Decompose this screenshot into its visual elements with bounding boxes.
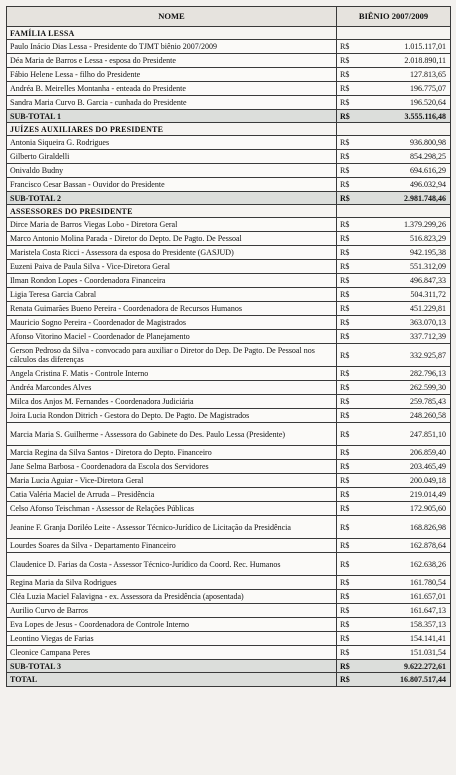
section-blank-value (367, 27, 451, 40)
amount-value: 161.657,01 (367, 590, 451, 604)
amount-value: 496.032,94 (367, 178, 451, 192)
amount-value: 262.599,30 (367, 381, 451, 395)
currency-symbol: R$ (337, 474, 367, 488)
amount-value: 2.018.890,11 (367, 54, 451, 68)
currency-symbol: R$ (337, 673, 367, 687)
currency-symbol: R$ (337, 232, 367, 246)
amount-value: 451.229,81 (367, 302, 451, 316)
section-title: JUÍZES AUXILIARES DO PRESIDENTE (7, 123, 337, 136)
currency-symbol: R$ (337, 660, 367, 673)
table-row (7, 576, 451, 590)
currency-symbol: R$ (337, 192, 367, 205)
amount-value: 172.905,60 (367, 502, 451, 516)
amount-value: 200.049,18 (367, 474, 451, 488)
table-row (7, 330, 451, 344)
currency-symbol: R$ (337, 381, 367, 395)
person-name-role: Euzeni Paiva de Paula Silva - Vice-Diretora Geral (7, 260, 337, 274)
amount-value: 504.311,72 (367, 288, 451, 302)
subtotal-row (7, 110, 451, 123)
section-blank-currency (337, 205, 367, 218)
table-row (7, 646, 451, 660)
section-header-row (7, 27, 451, 40)
table-row (7, 539, 451, 553)
currency-symbol: R$ (337, 502, 367, 516)
currency-symbol: R$ (337, 316, 367, 330)
table-row (7, 488, 451, 502)
person-name-role: Andréa B. Meirelles Montanha - enteada do Presidente (7, 82, 337, 96)
table-row (7, 446, 451, 460)
table-row (7, 316, 451, 330)
person-name-role: Paulo Inácio Dias Lessa - Presidente do TJMT biênio 2007/2009 (7, 40, 337, 54)
person-name-role: Milca dos Anjos M. Fernandes - Coordenadora Judiciária (7, 395, 337, 409)
person-name-role: Jane Selma Barbosa - Coordenadora da Escola dos Servidores (7, 460, 337, 474)
amount-value: 162.638,26 (367, 553, 451, 576)
currency-symbol: R$ (337, 460, 367, 474)
name-column-header: NOME (7, 7, 337, 27)
amount-value: 247.851,10 (367, 423, 451, 446)
person-name-role: Antonia Siqueira G. Rodrigues (7, 136, 337, 150)
section-header-row (7, 123, 451, 136)
person-name-role: Angela Cristina F. Matis - Controle Interno (7, 367, 337, 381)
table-row (7, 218, 451, 232)
total-value: 16.807.517,44 (367, 673, 451, 687)
amount-value: 219.014,49 (367, 488, 451, 502)
table-row (7, 590, 451, 604)
amount-value: 162.878,64 (367, 539, 451, 553)
currency-symbol: R$ (337, 260, 367, 274)
person-name-role: Maristela Costa Ricci - Assessora da esposa do Presidente (GASJUD) (7, 246, 337, 260)
currency-symbol: R$ (337, 632, 367, 646)
salary-report-sheet (6, 6, 450, 687)
table-row (7, 274, 451, 288)
person-name-role: Maria Lucia Aguiar - Vice-Diretora Geral (7, 474, 337, 488)
currency-symbol: R$ (337, 110, 367, 123)
section-blank-currency (337, 123, 367, 136)
person-name-role: Jeanine F. Granja Doriléo Leite - Assessor Técnico-Jurídico de Licitação da Presidência (7, 516, 337, 539)
currency-symbol: R$ (337, 178, 367, 192)
amount-value: 1.379.299,26 (367, 218, 451, 232)
table-row (7, 260, 451, 274)
table-row (7, 344, 451, 367)
person-name-role: Cléa Luzia Maciel Falavigna - ex. Assessora da Presidência (aposentada) (7, 590, 337, 604)
currency-symbol: R$ (337, 553, 367, 576)
table-row (7, 516, 451, 539)
person-name-role: Regina Maria da Silva Rodrigues (7, 576, 337, 590)
table-row (7, 604, 451, 618)
total-row (7, 673, 451, 687)
currency-symbol: R$ (337, 618, 367, 632)
currency-symbol: R$ (337, 96, 367, 110)
table-row (7, 423, 451, 446)
amount-value: 854.298,25 (367, 150, 451, 164)
currency-symbol: R$ (337, 423, 367, 446)
currency-symbol: R$ (337, 409, 367, 423)
person-name-role: Lourdes Soares da Silva - Departamento Financeiro (7, 539, 337, 553)
currency-symbol: R$ (337, 218, 367, 232)
currency-symbol: R$ (337, 136, 367, 150)
subtotal-value: 3.555.116,48 (367, 110, 451, 123)
person-name-role: Joira Lucia Rondon Ditrich - Gestora do Depto. De Pagto. De Magistrados (7, 409, 337, 423)
table-row (7, 68, 451, 82)
table-row (7, 178, 451, 192)
table-row (7, 502, 451, 516)
table-row (7, 409, 451, 423)
amount-value: 161.780,54 (367, 576, 451, 590)
table-row (7, 82, 451, 96)
person-name-role: Catia Valéria Maciel de Arruda – Presidência (7, 488, 337, 502)
table-row (7, 150, 451, 164)
amount-value: 1.015.117,01 (367, 40, 451, 54)
amount-value: 206.859,40 (367, 446, 451, 460)
person-name-role: Afonso Vitorino Maciel - Coordenador de Planejamento (7, 330, 337, 344)
person-name-role: Francisco Cesar Bassan - Ouvidor do Presidente (7, 178, 337, 192)
person-name-role: Andréa Marcondes Alves (7, 381, 337, 395)
amount-value: 332.925,87 (367, 344, 451, 367)
table-row (7, 136, 451, 150)
amount-value: 516.823,29 (367, 232, 451, 246)
person-name-role: Ligia Teresa Garcia Cabral (7, 288, 337, 302)
amount-value: 551.312,09 (367, 260, 451, 274)
table-row (7, 460, 451, 474)
amount-value: 196.520,64 (367, 96, 451, 110)
table-header-row (7, 7, 451, 27)
person-name-role: Onivaldo Budny (7, 164, 337, 178)
amount-value: 203.465,49 (367, 460, 451, 474)
table-row (7, 553, 451, 576)
currency-symbol: R$ (337, 576, 367, 590)
currency-symbol: R$ (337, 274, 367, 288)
total-label: TOTAL (7, 673, 337, 687)
amount-value: 196.775,07 (367, 82, 451, 96)
currency-symbol: R$ (337, 164, 367, 178)
amount-value: 151.031,54 (367, 646, 451, 660)
table-row (7, 54, 451, 68)
section-blank-currency (337, 27, 367, 40)
person-name-role: Dirce Maria de Barros Viegas Lobo - Diretora Geral (7, 218, 337, 232)
currency-symbol: R$ (337, 646, 367, 660)
currency-symbol: R$ (337, 488, 367, 502)
subtotal-label: SUB-TOTAL 1 (7, 110, 337, 123)
value-column-header: BIÊNIO 2007/2009 (337, 7, 451, 27)
currency-symbol: R$ (337, 590, 367, 604)
person-name-role: Mauricio Sogno Pereira - Coordenador de Magistrados (7, 316, 337, 330)
person-name-role: Celso Afonso Teischman - Assessor de Relações Públicas (7, 502, 337, 516)
person-name-role: Leontino Viegas de Farias (7, 632, 337, 646)
amount-value: 161.647,13 (367, 604, 451, 618)
person-name-role: Ilman Rondon Lopes - Coordenadora Financeira (7, 274, 337, 288)
salary-table (6, 6, 451, 687)
person-name-role: Déa Maria de Barros e Lessa - esposa do Presidente (7, 54, 337, 68)
person-name-role: Aurilio Curvo de Barros (7, 604, 337, 618)
amount-value: 158.357,13 (367, 618, 451, 632)
currency-symbol: R$ (337, 288, 367, 302)
amount-value: 154.141,41 (367, 632, 451, 646)
table-row (7, 302, 451, 316)
person-name-role: Marcia Regina da Silva Santos - Diretora do Depto. Financeiro (7, 446, 337, 460)
currency-symbol: R$ (337, 82, 367, 96)
amount-value: 168.826,98 (367, 516, 451, 539)
person-name-role: Renata Guimarães Bueno Pereira - Coordenadora de Recursos Humanos (7, 302, 337, 316)
subtotal-row (7, 660, 451, 673)
amount-value: 259.785,43 (367, 395, 451, 409)
currency-symbol: R$ (337, 516, 367, 539)
currency-symbol: R$ (337, 367, 367, 381)
amount-value: 248.260,58 (367, 409, 451, 423)
table-row (7, 618, 451, 632)
person-name-role: Claudenice D. Farias da Costa - Assessor Técnico-Jurídico da Coord. Rec. Humanos (7, 553, 337, 576)
currency-symbol: R$ (337, 446, 367, 460)
table-row (7, 164, 451, 178)
amount-value: 496.847,33 (367, 274, 451, 288)
person-name-role: Gilberto Giraldelli (7, 150, 337, 164)
currency-symbol: R$ (337, 539, 367, 553)
subtotal-label: SUB-TOTAL 2 (7, 192, 337, 205)
currency-symbol: R$ (337, 40, 367, 54)
currency-symbol: R$ (337, 68, 367, 82)
subtotal-value: 9.622.272,61 (367, 660, 451, 673)
table-row (7, 232, 451, 246)
amount-value: 936.800,98 (367, 136, 451, 150)
currency-symbol: R$ (337, 246, 367, 260)
table-row (7, 632, 451, 646)
section-title: ASSESSORES DO PRESIDENTE (7, 205, 337, 218)
amount-value: 694.616,29 (367, 164, 451, 178)
amount-value: 942.195,38 (367, 246, 451, 260)
person-name-role: Sandra Maria Curvo B. Garcia - cunhada do Presidente (7, 96, 337, 110)
section-header-row (7, 205, 451, 218)
amount-value: 337.712,39 (367, 330, 451, 344)
table-row (7, 96, 451, 110)
person-name-role: Marco Antonio Molina Parada - Diretor do Depto. De Pagto. De Pessoal (7, 232, 337, 246)
table-body (7, 27, 451, 687)
amount-value: 363.070,13 (367, 316, 451, 330)
section-blank-value (367, 123, 451, 136)
table-row (7, 40, 451, 54)
person-name-role: Marcia Maria S. Guilherme - Assessora do Gabinete do Des. Paulo Lessa (Presidente) (7, 423, 337, 446)
section-title: FAMÍLIA LESSA (7, 27, 337, 40)
currency-symbol: R$ (337, 150, 367, 164)
amount-value: 127.813,65 (367, 68, 451, 82)
table-row (7, 381, 451, 395)
table-row (7, 288, 451, 302)
table-row (7, 395, 451, 409)
currency-symbol: R$ (337, 395, 367, 409)
table-row (7, 246, 451, 260)
section-blank-value (367, 205, 451, 218)
subtotal-value: 2.981.748,46 (367, 192, 451, 205)
table-row (7, 367, 451, 381)
subtotal-row (7, 192, 451, 205)
amount-value: 282.796,13 (367, 367, 451, 381)
currency-symbol: R$ (337, 344, 367, 367)
person-name-role: Eva Lopes de Jesus - Coordenadora de Controle Interno (7, 618, 337, 632)
currency-symbol: R$ (337, 302, 367, 316)
currency-symbol: R$ (337, 604, 367, 618)
person-name-role: Cleonice Campana Peres (7, 646, 337, 660)
currency-symbol: R$ (337, 54, 367, 68)
currency-symbol: R$ (337, 330, 367, 344)
subtotal-label: SUB-TOTAL 3 (7, 660, 337, 673)
table-row (7, 474, 451, 488)
person-name-role: Gerson Pedroso da Silva - convocado para auxiliar o Diretor do Dep. De Pagto. De Pessoal nos cálculos das diferenças (7, 344, 337, 367)
person-name-role: Fábio Helene Lessa - filho do Presidente (7, 68, 337, 82)
